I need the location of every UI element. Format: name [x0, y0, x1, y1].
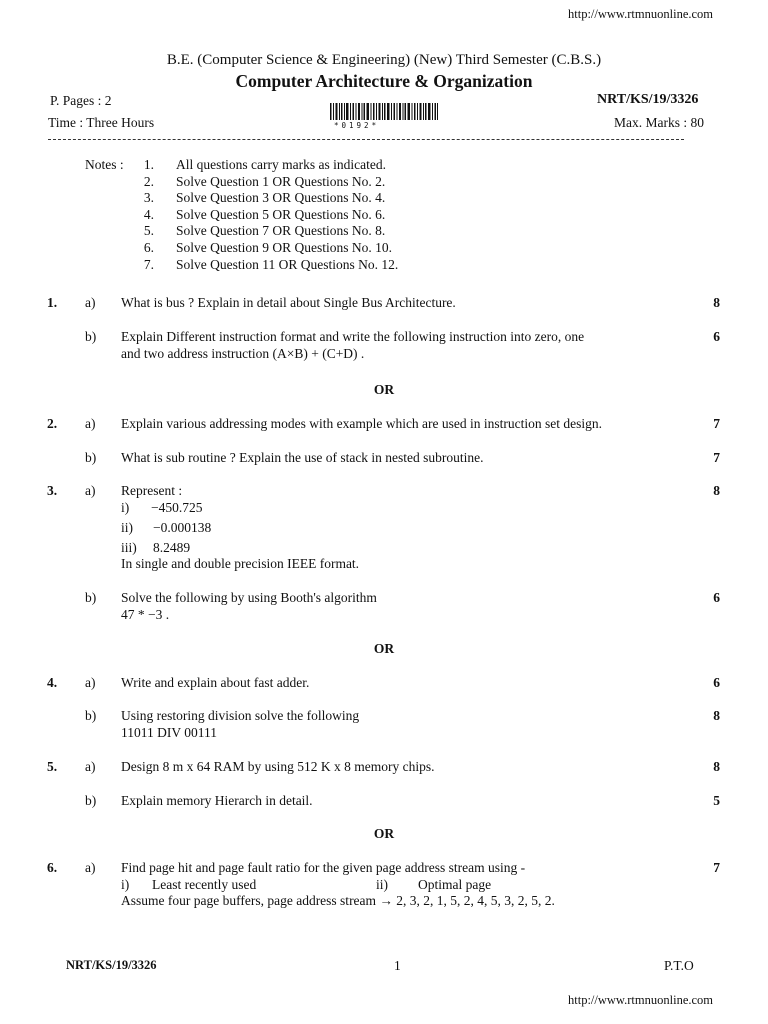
- note-number: 1.: [143, 157, 154, 172]
- note-number: 5.: [143, 223, 154, 238]
- question-text: 47 * −3 .: [121, 607, 170, 622]
- question-text: Find page hit and page fault ratio for the given page address stream using -: [121, 860, 526, 875]
- sub-item-label: i): [121, 500, 130, 515]
- part-label: b): [85, 450, 97, 465]
- question-text: Using restoring division solve the following: [121, 708, 360, 723]
- marks: 7: [713, 860, 720, 875]
- question-text: Represent :: [121, 483, 183, 498]
- question-text: 11011 DIV 00111: [121, 725, 217, 740]
- note-text: Solve Question 7 OR Questions No. 8.: [176, 223, 386, 238]
- note-text: Solve Question 1 OR Questions No. 2.: [176, 174, 386, 189]
- question-text: Assume four page buffers, page address stream → 2, 3, 2, 1, 5, 2, 4, 5, 3, 2, 5, 2.: [121, 893, 555, 908]
- header-divider: [48, 139, 684, 140]
- part-label: a): [85, 416, 96, 431]
- question-text: What is bus ? Explain in detail about Single Bus Architecture.: [121, 295, 456, 310]
- option-text: Least recently used: [152, 877, 257, 892]
- sub-item-label: ii): [121, 520, 133, 535]
- marks: 6: [713, 329, 720, 344]
- note-number: 7.: [143, 257, 154, 272]
- note-number: 3.: [143, 190, 154, 205]
- option-text: Optimal page: [418, 877, 492, 892]
- part-label: a): [85, 675, 96, 690]
- marks: 8: [713, 759, 720, 774]
- or-separator: OR: [373, 641, 395, 656]
- question-text: What is sub routine ? Explain the use of stack in nested subroutine.: [121, 450, 484, 465]
- part-label: a): [85, 759, 96, 774]
- marks: 8: [713, 708, 720, 723]
- page-count: P. Pages : 2: [50, 93, 112, 108]
- question-number: 3.: [47, 483, 58, 498]
- source-url-bottom[interactable]: http://www.rtmnuonline.com: [568, 993, 714, 1007]
- pto-label: P.T.O: [664, 958, 694, 973]
- question-number: 2.: [47, 416, 58, 431]
- time-allowed: Time : Three Hours: [48, 115, 155, 130]
- marks: 6: [713, 590, 720, 605]
- marks: 7: [713, 450, 720, 465]
- notes-label: Notes :: [85, 157, 124, 172]
- paper-code: NRT/KS/19/3326: [597, 92, 699, 107]
- part-label: a): [85, 860, 96, 875]
- note-text: Solve Question 11 OR Questions No. 12.: [176, 257, 399, 272]
- question-text: In single and double precision IEEE format.: [121, 556, 360, 571]
- marks: 7: [713, 416, 720, 431]
- question-text: and two address instruction (A×B) + (C+D) .: [121, 346, 365, 361]
- max-marks: Max. Marks : 80: [614, 115, 704, 130]
- question-number: 4.: [47, 675, 58, 690]
- question-text: Solve the following by using Booth's algorithm: [121, 590, 377, 605]
- barcode-number: *0192*: [334, 121, 380, 130]
- part-label: b): [85, 329, 97, 344]
- note-number: 6.: [143, 240, 154, 255]
- note-text: Solve Question 9 OR Questions No. 10.: [176, 240, 392, 255]
- option-label: ii): [376, 877, 388, 892]
- subject-title: Computer Architecture & Organization: [235, 71, 533, 91]
- note-text: Solve Question 3 OR Questions No. 4.: [176, 190, 386, 205]
- question-number: 6.: [47, 860, 58, 875]
- option-label: i): [121, 877, 130, 892]
- note-text: All questions carry marks as indicated.: [176, 157, 386, 172]
- page-number: 1: [394, 958, 401, 973]
- question-text: Explain Different instruction format and write the following instruction into zero, one: [121, 329, 585, 344]
- or-separator: OR: [373, 382, 395, 397]
- part-label: b): [85, 793, 97, 808]
- note-number: 4.: [143, 207, 154, 222]
- footer-code: NRT/KS/19/3326: [66, 958, 157, 972]
- source-url-top[interactable]: http://www.rtmnuonline.com: [568, 7, 714, 21]
- course-title: B.E. (Computer Science & Engineering) (New) Third Semester (C.B.S.): [166, 52, 602, 68]
- question-text: Design 8 m x 64 RAM by using 512 K x 8 memory chips.: [121, 759, 435, 774]
- marks: 8: [713, 483, 720, 498]
- part-label: a): [85, 483, 96, 498]
- question-number: 1.: [47, 295, 58, 310]
- note-number: 2.: [143, 174, 154, 189]
- question-text: Explain various addressing modes with example which are used in instruction set design.: [121, 416, 603, 431]
- barcode-icon: [330, 103, 438, 120]
- question-text: Explain memory Hierarch in detail.: [121, 793, 313, 808]
- note-text: Solve Question 5 OR Questions No. 6.: [176, 207, 386, 222]
- sub-item-value: −450.725: [151, 500, 203, 515]
- part-label: b): [85, 590, 97, 605]
- part-label: a): [85, 295, 96, 310]
- part-label: b): [85, 708, 97, 723]
- sub-item-value: −0.000138: [153, 520, 212, 535]
- marks: 5: [713, 793, 720, 808]
- marks: 8: [713, 295, 720, 310]
- sub-item-value: 8.2489: [153, 540, 191, 555]
- or-separator: OR: [373, 826, 395, 841]
- question-text: Write and explain about fast adder.: [121, 675, 310, 690]
- sub-item-label: iii): [121, 540, 137, 555]
- question-number: 5.: [47, 759, 58, 774]
- marks: 6: [713, 675, 720, 690]
